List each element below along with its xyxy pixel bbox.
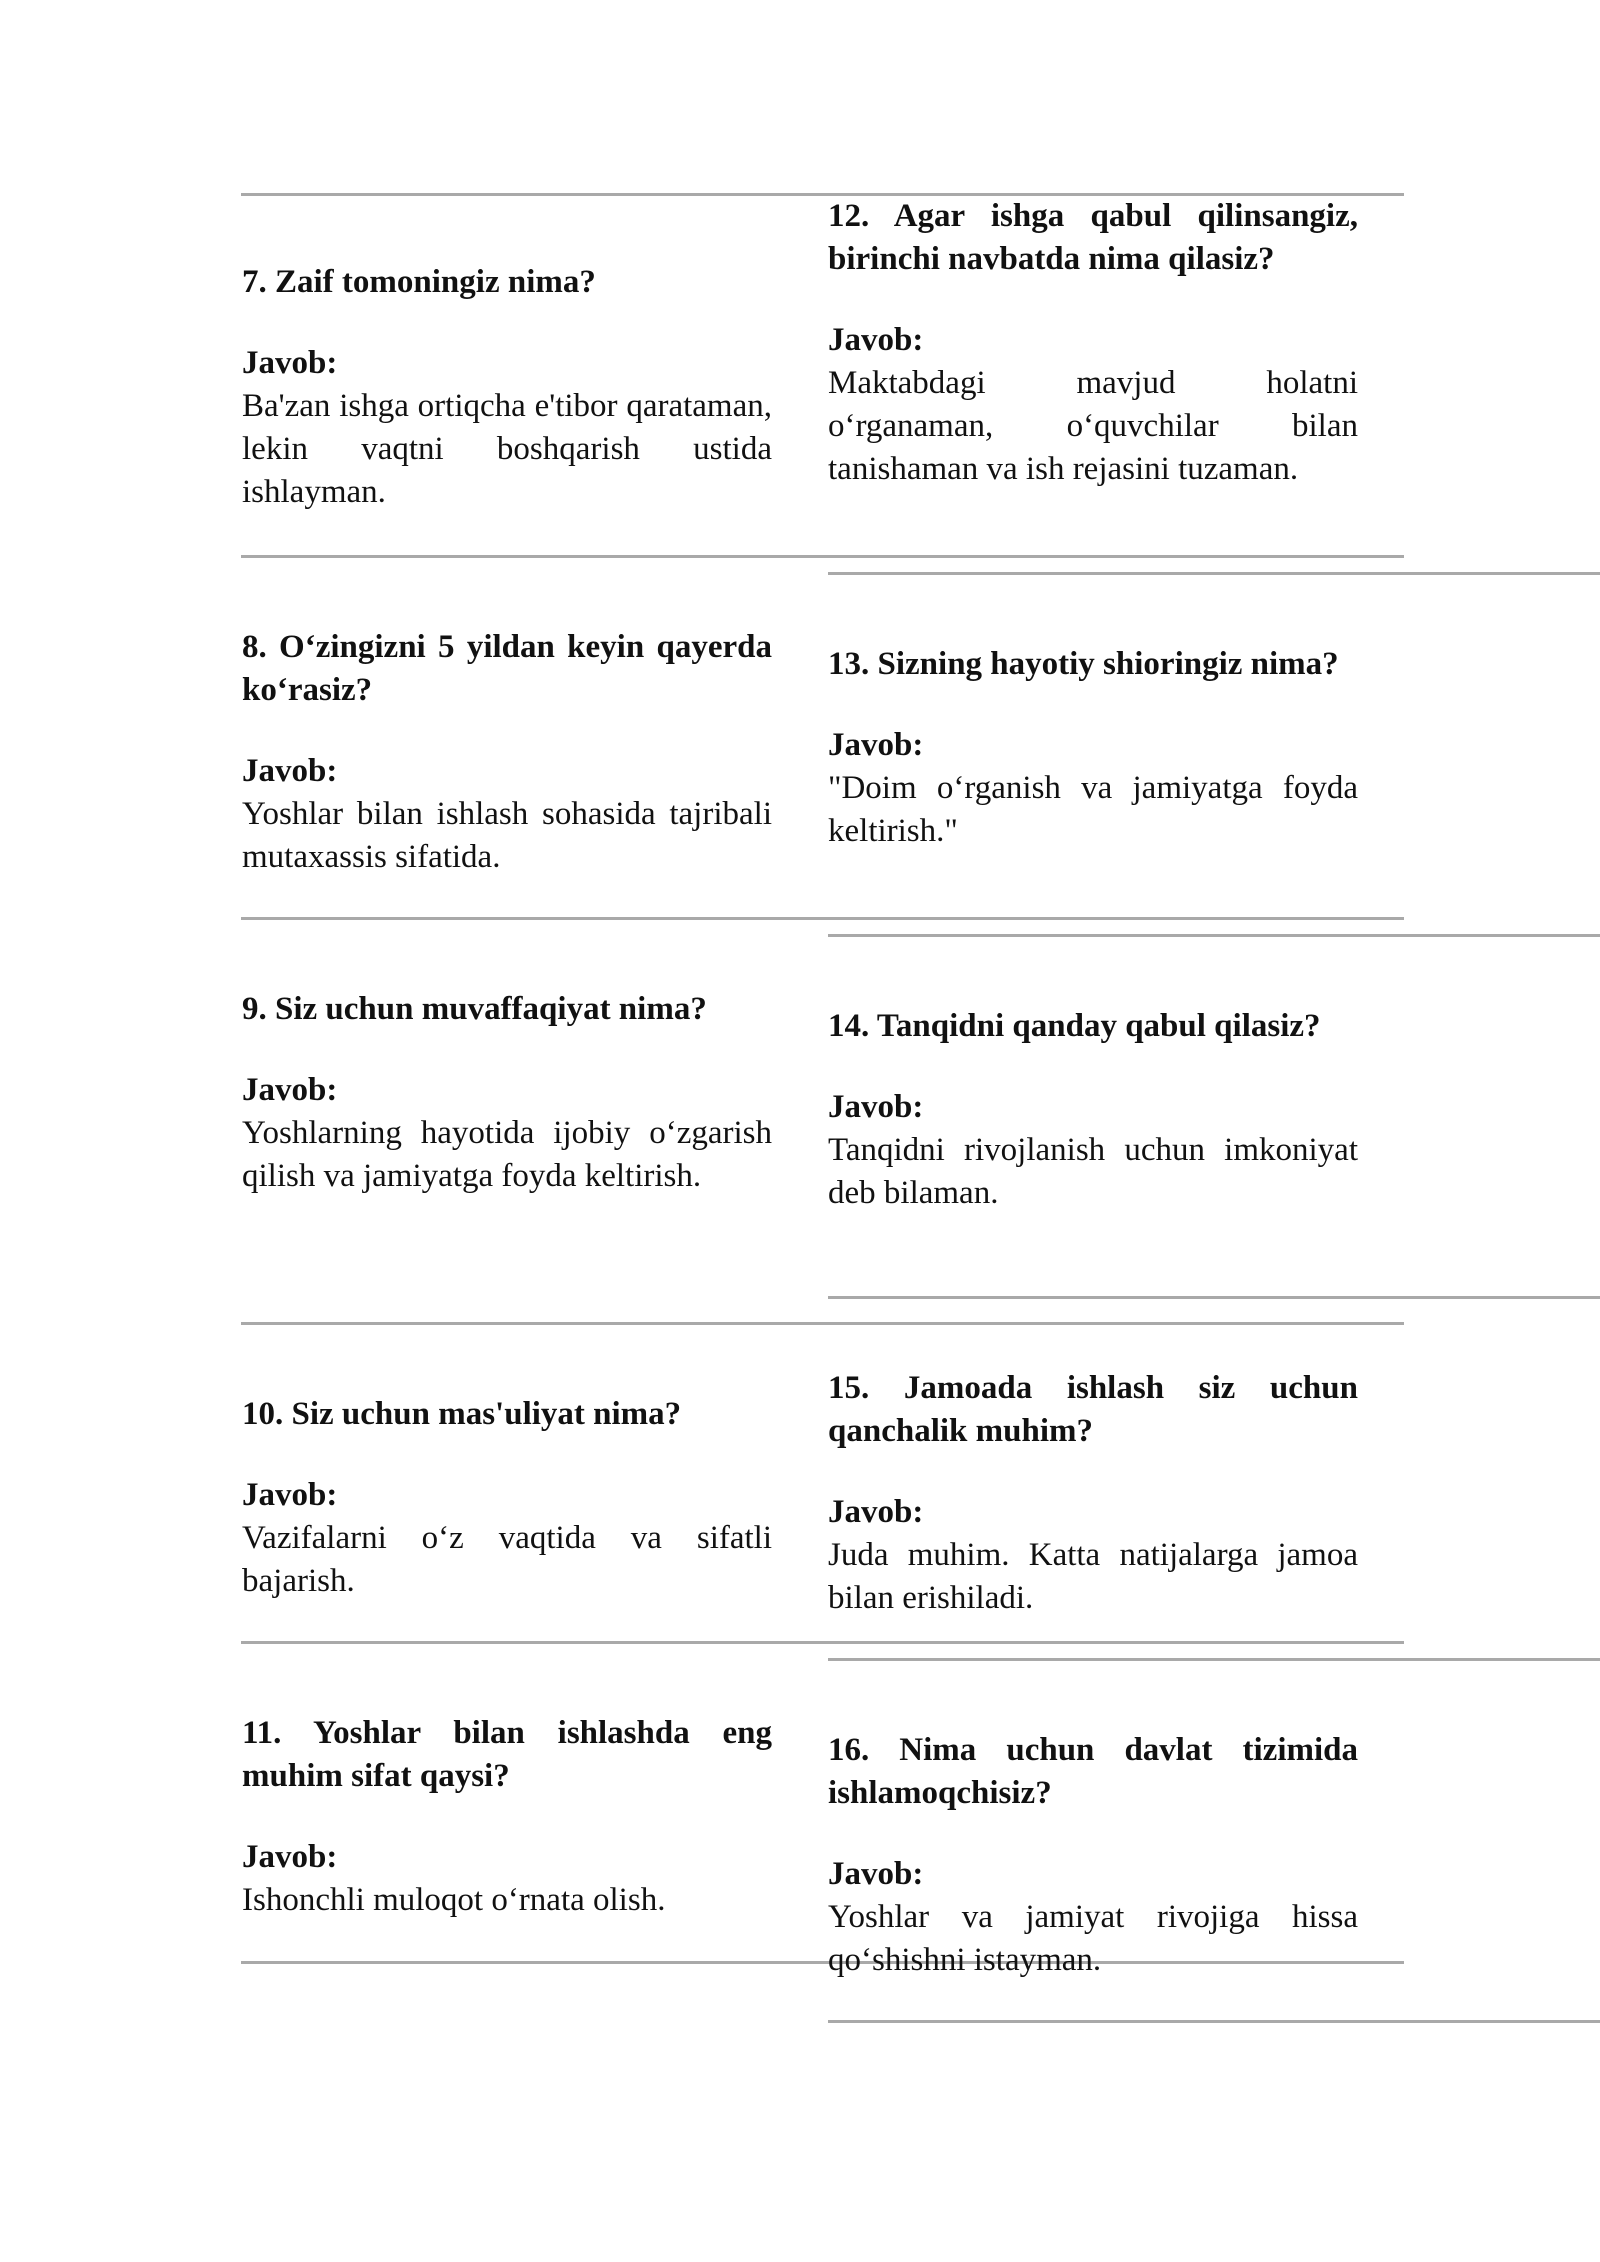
question: 13. Sizning hayotiy shioringiz nima? [828, 646, 1339, 682]
answer-label: Javob: [828, 1856, 924, 1892]
answer: Ishonchli muloqot o‘rnata olish. [242, 1882, 666, 1918]
qa-item-7 [242, 261, 772, 514]
qa-item-11 [242, 1712, 772, 1922]
question: 16. Nima uchun davlat tizimida ishlamoqchisiz? [828, 1732, 1358, 1811]
right-column-rule [828, 572, 1600, 575]
answer: Yoshlarning hayotida ijobiy o‘zgarish qilish va jamiyatga foyda keltirish. [242, 1115, 772, 1194]
question: 7. Zaif tomoningiz nima? [242, 264, 596, 300]
answer: Maktabdagi mavjud holatni o‘rganaman, o‘quvchilar bilan tanishaman va ish rejasini tuzaman. [828, 365, 1358, 487]
answer-label: Javob: [828, 322, 924, 358]
answer-label: Javob: [828, 1494, 924, 1530]
answer-label: Javob: [828, 727, 924, 763]
right-column-rule [828, 2020, 1600, 2023]
question: 9. Siz uchun muvaffaqiyat nima? [242, 991, 707, 1027]
answer-label: Javob: [242, 1477, 338, 1513]
answer-label: Javob: [828, 1089, 924, 1125]
answer-label: Javob: [242, 1839, 338, 1875]
answer-label: Javob: [242, 345, 338, 381]
qa-item-16 [828, 1729, 1358, 1982]
separator-rule [241, 1322, 1404, 1325]
question: 10. Siz uchun mas'uliyat nima? [242, 1396, 682, 1432]
qa-item-8 [242, 626, 772, 879]
answer: Tanqidni rivojlanish uchun imkoniyat deb bilaman. [828, 1132, 1358, 1211]
separator-rule [241, 917, 1404, 920]
qa-item-9 [242, 988, 772, 1198]
qa-item-14 [828, 1005, 1358, 1215]
question: 8. O‘zingizni 5 yildan keyin qayerda ko‘rasiz? [242, 629, 772, 708]
separator-rule [241, 1641, 1404, 1644]
qa-item-15 [828, 1367, 1358, 1620]
answer: Juda muhim. Katta natijalarga jamoa bilan erishiladi. [828, 1537, 1358, 1616]
separator-rule [241, 555, 1404, 558]
right-column-rule [828, 934, 1600, 937]
qa-item-10 [242, 1393, 772, 1603]
qa-item-13 [828, 643, 1358, 853]
answer-label: Javob: [242, 1072, 338, 1108]
answer: Vazifalarni o‘z vaqtida va sifatli bajarish. [242, 1520, 772, 1599]
answer: Yoshlar bilan ishlash sohasida tajribali mutaxassis sifatida. [242, 796, 772, 875]
answer: Ba'zan ishga ortiqcha e'tibor qarataman, lekin vaqtni boshqarish ustida ishlayman. [242, 388, 772, 510]
answer: Yoshlar va jamiyat rivojiga hissa qo‘shishni istayman. [828, 1899, 1358, 1978]
question: 15. Jamoada ishlash siz uchun qanchalik muhim? [828, 1370, 1358, 1449]
answer-label: Javob: [242, 753, 338, 789]
right-column-rule [828, 1658, 1600, 1661]
question: 12. Agar ishga qabul qilinsangiz, birinchi navbatda nima qilasiz? [828, 198, 1358, 277]
qa-item-12 [828, 195, 1358, 491]
question: 14. Tanqidni qanday qabul qilasiz? [828, 1008, 1321, 1044]
answer: "Doim o‘rganish va jamiyatga foyda keltirish." [828, 770, 1358, 849]
question: 11. Yoshlar bilan ishlashda eng muhim sifat qaysi? [242, 1715, 772, 1794]
right-column-rule [828, 1296, 1600, 1299]
